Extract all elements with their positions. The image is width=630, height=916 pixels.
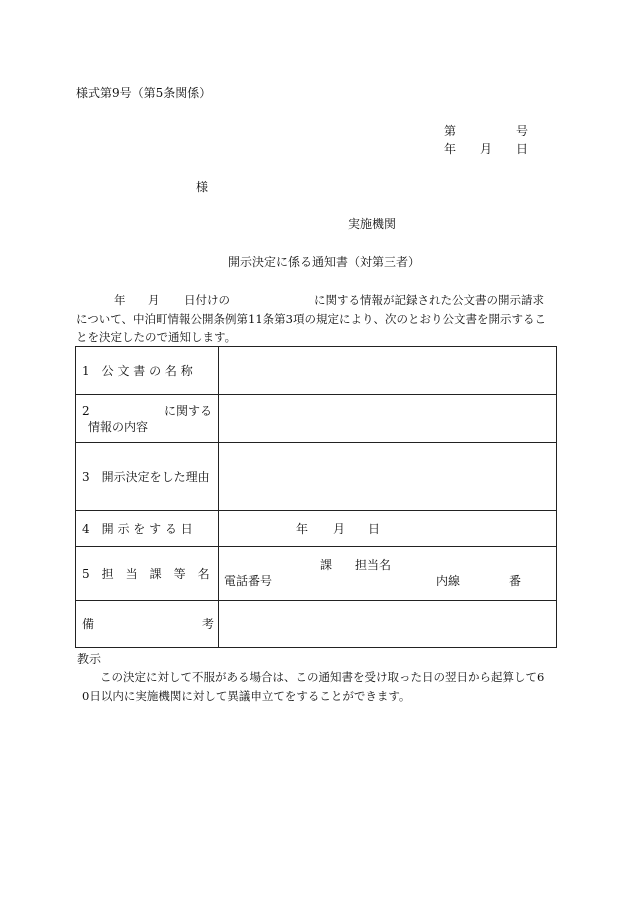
row3-label: 3 開示決定をした理由 [82, 470, 210, 484]
row6-label-b: 考 [202, 617, 215, 631]
row6-label-a: 備 [82, 617, 95, 631]
row5-ban: 番 [509, 574, 522, 588]
label-cell [76, 395, 219, 442]
page-title: 開示決定に係る通知書（対第三者） [228, 255, 421, 269]
disclosure-date-field[interactable] [219, 511, 556, 546]
table-row-remarks [76, 601, 556, 647]
table-row-disclosure-date [76, 511, 556, 547]
date-year: 年 [444, 142, 457, 156]
date-month: 月 [480, 142, 493, 156]
notice-table [75, 346, 557, 648]
info-content-field[interactable] [219, 395, 556, 442]
intro-month: 月 [148, 293, 160, 307]
row2-label-num: 2 [82, 404, 90, 418]
row4-day: 日 [368, 522, 381, 536]
note-heading: 教示 [77, 652, 102, 666]
department-field[interactable] [219, 547, 556, 600]
row5-label: 5 担 当 課 等 名 [82, 567, 210, 581]
label-cell [76, 601, 219, 647]
intro-day-ref: 日付けの [184, 293, 230, 307]
reason-field[interactable] [219, 443, 556, 510]
row5-ka: 課 [320, 558, 333, 572]
remarks-field[interactable] [219, 601, 556, 647]
row4-label: 4 開 示 を す る 日 [82, 522, 193, 536]
number-dai: 第 [444, 124, 457, 138]
row1-label: 1 公 文 書 の 名 称 [82, 364, 193, 378]
row4-month: 月 [333, 522, 346, 536]
document-name-field[interactable] [219, 347, 556, 394]
intro-line2: について、中泊町情報公開条例第11条第3項の規定により、次のとおり公文書を開示するこ [76, 312, 546, 326]
label-cell [76, 347, 219, 394]
row5-tanto: 担当名 [355, 558, 392, 572]
table-row-reason [76, 443, 556, 511]
agency-name: 実施機関 [348, 217, 397, 231]
label-cell [76, 511, 219, 546]
row5-tel: 電話番号 [224, 574, 273, 588]
table-row-department [76, 547, 556, 601]
row2-label-a: に関する [164, 404, 213, 418]
addressee-suffix: 様 [196, 180, 209, 194]
table-row-document-name [76, 347, 556, 395]
row4-year: 年 [296, 522, 309, 536]
row2-label-b: 情報の内容 [88, 420, 149, 434]
row5-naisen: 内線 [436, 574, 461, 588]
label-cell [76, 547, 219, 600]
form-id: 様式第9号（第5条関係） [76, 86, 212, 100]
date-day: 日 [516, 142, 529, 156]
number-go: 号 [516, 124, 529, 138]
note-line2: 0日以内に実施機関に対して異議申立てをすることができます。 [82, 689, 411, 703]
table-row-info-content [76, 395, 556, 443]
label-cell [76, 443, 219, 510]
intro-line3: とを決定したので通知します。 [76, 330, 237, 344]
note-line1: この決定に対して不服がある場合は、この通知書を受け取った日の翌日から起算して6 [100, 670, 545, 684]
intro-year: 年 [114, 293, 126, 307]
intro-line1-rest: に関する情報が記録された公文書の開示請求 [314, 293, 544, 307]
